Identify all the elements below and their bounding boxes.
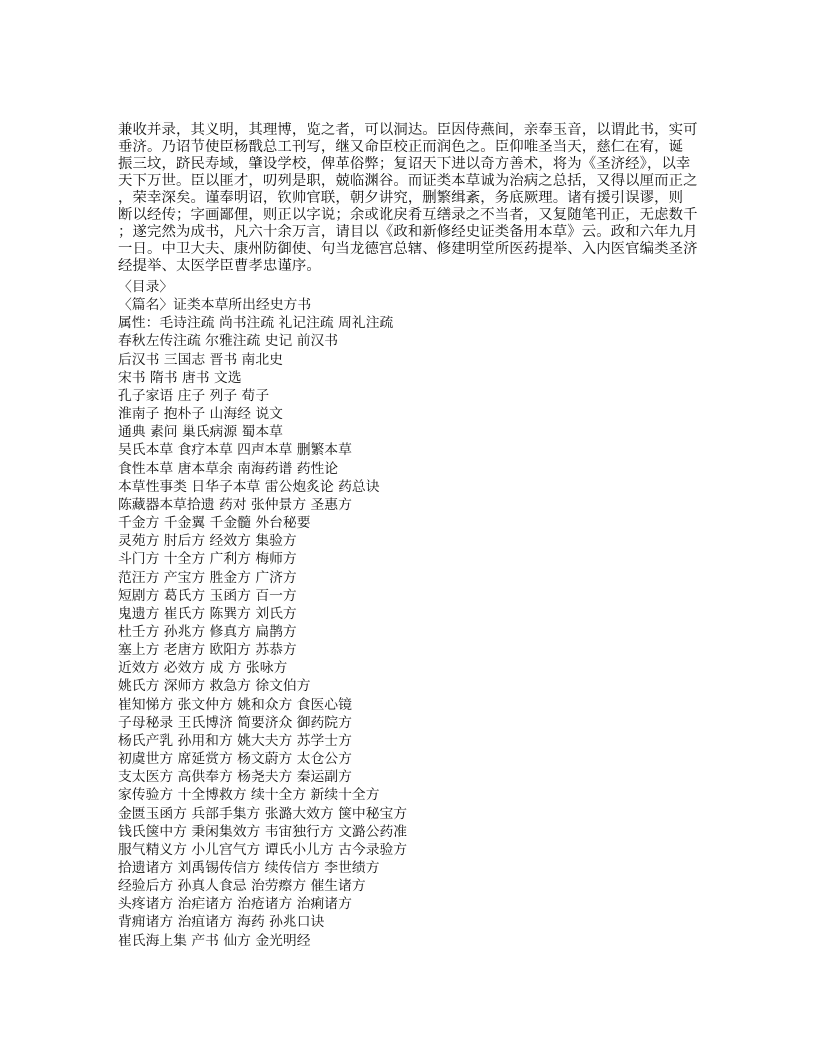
toc-line: 陈藏器本草拾遗 药对 张仲景方 圣惠方 <box>118 496 352 513</box>
toc-line: 短剧方 葛氏方 玉函方 百一方 <box>118 587 297 604</box>
toc-line: 属性：毛诗注疏 尚书注疏 礼记注疏 周礼注疏 <box>118 315 394 332</box>
toc-line: 子母秘录 王氏博济 简要济众 御药院方 <box>118 714 352 731</box>
toc-line: 近效方 必效方 成 方 张咏方 <box>118 660 288 677</box>
toc-line: 后汉书 三国志 晋书 南北史 <box>118 351 283 368</box>
preface-line: 天下万世。臣以匪才，叨列是职，兢临渊谷。而证类本草诚为治病之总括，又得以厘而正之 <box>118 173 698 189</box>
toc-line: 通典 素问 巢氏病源 蜀本草 <box>118 424 283 441</box>
toc-line: 范汪方 产宝方 胜金方 广济方 <box>118 569 297 586</box>
toc-line: 孔子家语 庄子 列子 荀子 <box>118 387 270 404</box>
toc-line: 宋书 隋书 唐书 文选 <box>118 369 242 386</box>
toc-line: 经验后方 孙真人食忌 治劳瘵方 催生诸方 <box>118 878 366 895</box>
toc-line: 崔知悌方 张文仲方 姚和众方 食医心镜 <box>118 696 352 713</box>
toc-line: 杨氏产乳 孙用和方 姚大夫方 苏学士方 <box>118 732 352 749</box>
toc-line: 拾遗诸方 刘禹锡传信方 续传信方 李世绩方 <box>118 860 380 876</box>
toc-line: 鬼遗方 崔氏方 陈巽方 刘氏方 <box>118 605 297 622</box>
toc-line: 服气精义方 小儿宫气方 谭氏小儿方 古今录验方 <box>118 841 408 858</box>
toc-line: 淮南子 抱朴子 山海经 说文 <box>118 406 283 423</box>
toc-line: 斗门方 十全方 广利方 梅师方 <box>118 551 297 568</box>
preface-line: 断以经传；字画鄙俚，则正以字说；余或讹戾肴互缮录之不当者，又复随笔刊正，无虑数千 <box>118 207 698 223</box>
toc-line: 千金方 千金翼 千金髓 外台秘要 <box>118 515 311 532</box>
toc-line: 〈篇名〉证类本草所出经史方书 <box>118 297 312 314</box>
preface-line: 兼收并录，其义明，其理博，览之者，可以洞达。臣因侍燕间，亲奉玉音，以谓此书，实可 <box>118 122 698 138</box>
preface-line: 一日。中卫大夫、康州防御使、句当龙德宫总辖、修建明堂所医药提举、入内医官编类圣济 <box>118 241 698 257</box>
toc-line: 吴氏本草 食疗本草 四声本草 删繁本草 <box>118 442 352 459</box>
toc-line: 背痈诸方 治疽诸方 海药 孙兆口诀 <box>118 914 325 931</box>
preface-line: ；遂完然为成书，凡六十余万言，请目以《政和新修经史证类备用本草》云。政和六年九月 <box>118 224 698 240</box>
toc-line: 食性本草 唐本草余 南海药谱 药性论 <box>118 460 339 477</box>
toc-line: 灵苑方 肘后方 经效方 集验方 <box>118 533 297 550</box>
table-of-contents <box>118 278 407 950</box>
preface-line: 经提举、太医学臣曹孝忠谨序。 <box>118 258 321 274</box>
toc-line: 金匮玉函方 兵部手集方 张潞大效方 箧中秘宝方 <box>118 805 408 822</box>
toc-line: 初虞世方 席延赏方 杨文蔚方 太仓公方 <box>118 751 352 768</box>
toc-line: 姚氏方 深师方 救急方 徐文伯方 <box>118 678 311 695</box>
preface-paragraph <box>118 122 718 275</box>
toc-line: 家传验方 十全博救方 续十全方 新续十全方 <box>118 787 380 804</box>
preface-line: 垂济。乃诏节使臣杨戬总工刊写，继又命臣校正而润色之。臣仰唯圣当天，慈仁在宥，诞 <box>118 139 684 155</box>
toc-line: 塞上方 老唐方 欧阳方 苏恭方 <box>118 642 297 659</box>
toc-line: 春秋左传注疏 尔雅注疏 史记 前汉书 <box>118 333 339 350</box>
toc-line: 钱氏箧中方 秉闲集效方 韦宙独行方 文潞公药准 <box>118 823 408 840</box>
toc-line: 崔氏海上集 产书 仙方 金光明经 <box>118 932 311 949</box>
preface-line: 振三坟，跻民寿域，肇设学校，俾革俗弊；复诏天下进以奇方善术，将为《圣济经》，以幸 <box>118 156 691 172</box>
toc-line: 本草性事类 日华子本草 雷公炮炙论 药总诀 <box>118 478 380 495</box>
toc-line: 支太医方 高供奉方 杨尧夫方 秦运副方 <box>118 769 352 786</box>
toc-line: 头疼诸方 治疟诸方 治疮诸方 治痢诸方 <box>118 896 352 913</box>
toc-line: 〈目录〉 <box>118 279 174 295</box>
toc-line: 杜壬方 孙兆方 修真方 扁鹊方 <box>118 623 297 640</box>
preface-line: ，荣幸深矣。谨奉明诏，钦帅官联，朝夕讲究，删繁缉紊，务底厥理。诸有援引误谬，则 <box>118 190 684 206</box>
